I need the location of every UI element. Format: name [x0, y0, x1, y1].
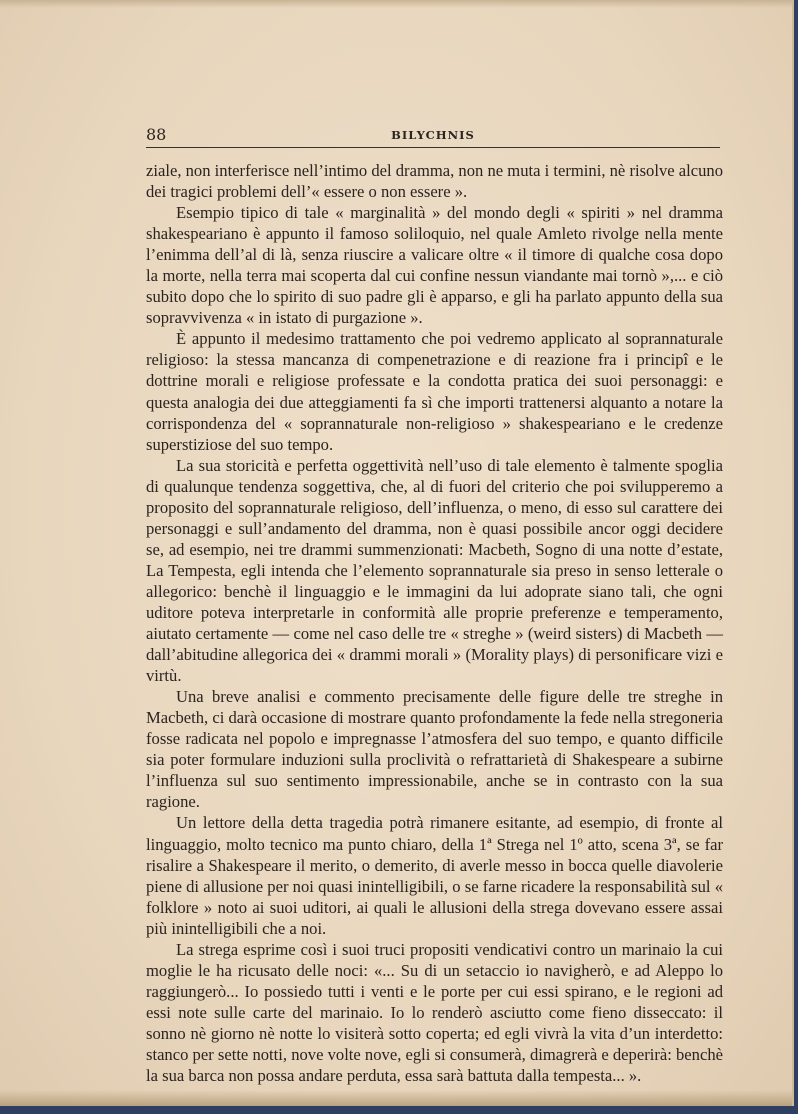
paragraph-7: La strega esprime così i suoi truci propositi vendicativi contro un marinaio la cui moglie le ha ricusato delle noci: «... Su di un setaccio io navigherò, e ad Aleppo lo raggiungerò... Io possiedo tutti i venti e le porte per cui essi spirano, e le regioni ad essi note sulle carte del marinaio. Io lo renderò asciutto come fieno disseccato: il sonno nè giorno nè notte lo visiterà sotto coperta; ed egli vivrà la vita d’un interdetto: stanco per sette notti, nove volte nove, egli si consumerà, dimagrerà e deperirà: benchè la sua barca non possa andare perduta, essa sarà battuta dalla tempesta... ». [146, 939, 723, 1086]
page-bottom-edge [0, 1090, 792, 1106]
paragraph-3: È appunto il medesimo trattamento che poi vedremo applicato al soprannaturale religioso: la stessa mancanza di compenetrazione e di reazione fra i principî e le dottrine morali e religiose professate e la condotta pratica dei suoi personaggi: e questa analogia dei due atteggiamenti fa sì che importi trattenersi alquanto a notare la corrispondenza del « soprannaturale non-religioso » shakespeariano e le credenze superstiziose del suo tempo. [146, 329, 723, 454]
header-rule [146, 147, 720, 148]
page-top-edge [0, 0, 792, 8]
running-head: BILYCHNIS [391, 128, 475, 142]
paragraph-5: Una breve analisi e commento precisamente delle figure delle tre streghe in Macbeth, ci darà occasione di mostrare quanto profondamente la fede nella stregoneria fosse radicata nel popolo e impregnasse l’atmosfera del suo tempo, e quanto difficile sia poter formulare induzioni sulla proclività o refrattarietà di Shakespeare a subirne l’influenza sul suo sentimento impressionabile, anche se in contrasto con la sua ragione. [146, 687, 723, 812]
page-number: 88 [146, 125, 167, 144]
paragraph-1: ziale, non interferisce nell’intimo del dramma, non ne muta i termini, nè risolve alcuno dei tragici problemi dell’« essere o non essere ». [146, 161, 723, 202]
body-text [146, 160, 723, 1086]
paragraph-4: La sua storicità e perfetta oggettività nell’uso di tale elemento è talmente spoglia di qualunque tendenza soggettiva, che, al di fuori del criterio che poi svilupperemo a proposito del soprannaturale religioso, dell’influenza, o meno, di esso sul carattere dei personaggi e sull’andamento del dramma, non è quasi possibile ancor oggi decidere se, ad esempio, nei tre drammi summenzionati: Macbeth, Sogno di una notte d’estate, La Tempesta, egli intenda che l’elemento soprannaturale sia preso in senso letterale o allegorico: benchè il linguaggio e le immagini da lui adoprate siano tali, che ogni uditore poteva interpretarle in conformità alle proprie preferenze e temperamento, aiutato certamente — come nel caso delle tre « streghe » (weird sisters) di Macbeth — dall’abitudine allegorica dei « drammi morali » (Morality plays) di personificare vizi e virtù. [146, 455, 723, 686]
paragraph-6: Un lettore della detta tragedia potrà rimanere esitante, ad esempio, di fronte al linguaggio, molto tecnico ma punto chiaro, della 1ª Strega nel 1º atto, scena 3ª, se far risalire a Shakespeare il merito, o demerito, di averle messo in bocca quelle diavolerie piene di allusione per noi quasi inintelligibili, o se farne ricadere la responsabilità sul « folklore » noto ai suoi uditori, ai quali le allusioni della strega dovevano essere assai più inintelligibili che a noi. [146, 813, 723, 938]
paragraph-2: Esempio tipico di tale « marginalità » del mondo degli « spiriti » nel dramma shakespeariano è appunto il famoso soliloquio, nel quale Amleto rivolge nella mente l’enimma dell’al di là, senza riuscire a valicare oltre « il timore di qualche cosa dopo la morte, nella terra mai scoperta dal cui confine nessun viandante mai tornò »,... e ciò subito dopo che lo spirito di suo padre gli è apparso, e gli ha parlato appunto della sua sopravvivenza « in istato di purgazione ». [146, 203, 723, 328]
page-header [146, 125, 720, 147]
